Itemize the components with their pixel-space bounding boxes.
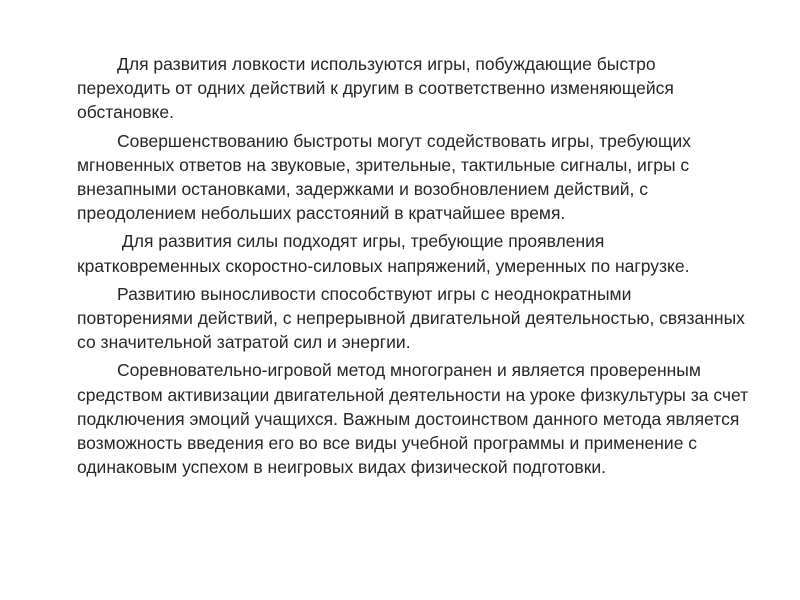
paragraph-agility: Для развития ловкости используются игры, побуждающие быстро переходить от одних действий к другим в соответственно изменяющейся обстановке.: [77, 54, 674, 123]
paragraph-strength: Для развития силы подходят игры, требующие проявления кратковременных скоростно-силовых напряжений, умеренных по нагрузке.: [77, 231, 690, 276]
paragraph-endurance: Развитию выносливости способствуют игры с неоднократными повторениями действий, с непрерывной двигательной деятельностью, связанных со значительной затратой сил и энергии.: [77, 283, 745, 353]
text-body: [77, 52, 749, 483]
paragraph-competitive-method: Соревновательно-игровой метод многогранен и является проверенным средством активизации двигательной деятельности на уроке физкультуры за счет подключения эмоций учащихся. Важным достоинством данного метода является возможность введения его во все виды учебной программы и применение с одинаковым успехом в неигровых видах физической подготовки.: [77, 360, 749, 478]
paragraph-speed: Совершенствованию быстроты могут содействовать игры, требующих мгновенных ответов на звуковые, зрительные, тактильные сигналы, игры с внезапными остановками, задержками и возобновлением действий, с преодолением небольших расстояний в кратчайшее время.: [77, 130, 691, 224]
